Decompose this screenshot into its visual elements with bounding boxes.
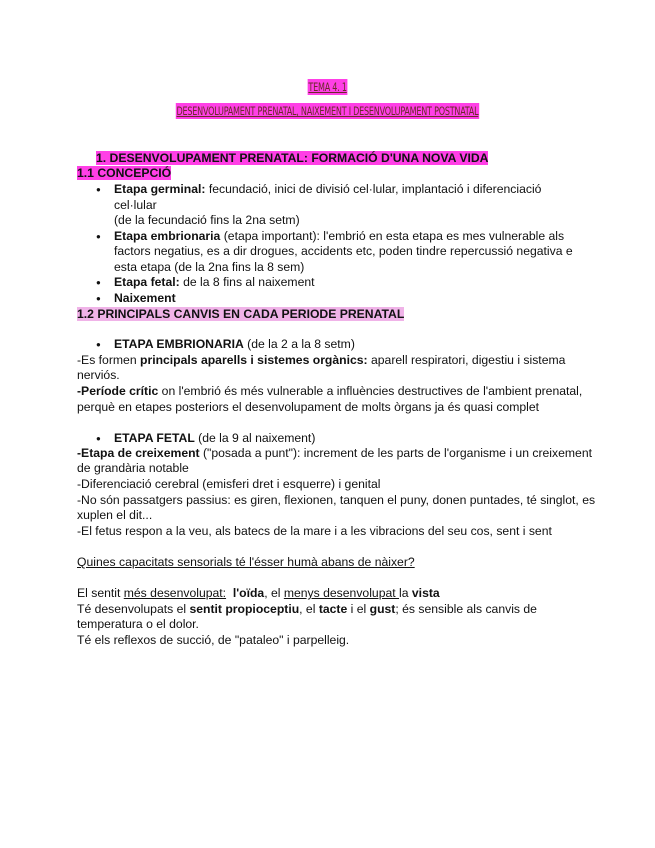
item-text-cont: esta etapa (de la 2na fins la 8 sem)	[114, 259, 305, 274]
text: i el	[347, 602, 370, 616]
fetal-line-2: de grandària notable	[77, 461, 189, 475]
text: , el	[264, 586, 284, 600]
text: la	[399, 586, 412, 600]
text: -Es formen	[77, 353, 140, 367]
text: El sentit	[77, 586, 124, 600]
item-bold: ETAPA FETAL	[114, 431, 195, 445]
text: , el	[299, 602, 319, 616]
fetal-line-5: xuplen el dit...	[77, 508, 153, 522]
item-bold: Etapa fetal:	[114, 275, 180, 289]
item-text: de la 8 fins al naixement	[179, 275, 315, 289]
embrio-line-1	[77, 353, 565, 368]
item-text: fecundació, inici de divisió cel·lular, implantació i diferenciació cel·lular	[114, 182, 542, 212]
document-title	[0, 79, 655, 95]
text-bold: l'oïda	[232, 586, 265, 600]
fetal-line-4: -No són passatgers passius: es giren, flexionen, tanquen el puny, donen puntades, té singlot, es	[77, 493, 596, 507]
answer-line-3: temperatura o el dolor.	[77, 617, 199, 631]
fetal-line-6: -El fetus respon a la veu, als batecs de la mare i a les vibracions del seu cos, sent i sent	[77, 524, 552, 538]
list-item	[114, 275, 584, 291]
fetal-bullet	[114, 431, 315, 447]
embrio-line-4: perquè en etapes posteriors el desenvolupament de molts òrgans ja és quasi complet	[77, 400, 540, 414]
item-text: (de la 9 al naixement)	[194, 431, 316, 445]
item-text-cont: (de la fecundació fins la 2na setm)	[114, 213, 300, 227]
text-bold: principals aparells i sistemes orgànics:	[140, 353, 368, 367]
answer-line-1	[77, 586, 440, 601]
text-bold: vista	[411, 586, 440, 600]
text-bold: -Període crític	[77, 384, 159, 398]
list-item	[114, 182, 584, 229]
document-subtitle	[0, 103, 655, 119]
list-item	[114, 229, 584, 276]
item-text-cont: factors negatius, es a dir drogues, accidents etc, poden tindre repercussió negativa e	[114, 244, 573, 258]
fetal-line-1	[77, 446, 592, 461]
item-text: (etapa important): l'embrió en esta etapa es mes vulnerable als	[220, 228, 565, 243]
item-bold: Etapa germinal:	[114, 182, 206, 196]
embrio-line-3	[77, 384, 582, 399]
item-text: (de la 2 a la 8 setm)	[243, 337, 355, 351]
list-item	[114, 337, 355, 353]
text	[226, 586, 233, 600]
text-bold: -Etapa de creixement	[77, 446, 200, 460]
answer-line-4: Té els reflexos de succió, de "pataleo" i parpelleig.	[77, 633, 350, 647]
section1-heading-text: 1. DESENVOLUPAMENT PRENATAL: FORMACIÓ D'UNA NOVA VIDA	[96, 151, 489, 165]
title-line-1: TEMA 4. 1	[308, 80, 347, 94]
title-line-2: DESENVOLUPAMENT PRENATAL, NAIXEMENT I DESENVOLUPAMENT POSTNATAL	[176, 104, 479, 118]
concepcio-list	[114, 182, 584, 306]
item-bold: ETAPA EMBRIONARIA	[114, 337, 244, 351]
question-heading: Quines capacitats sensorials té l'ésser humà abans de nàixer?	[77, 555, 415, 569]
text-underlined: menys desenvolupat	[283, 586, 400, 600]
text: Té desenvolupats el	[77, 602, 190, 616]
section1-heading	[96, 151, 488, 166]
section1-subheading	[77, 166, 171, 181]
item-bold: Etapa embrionaria	[114, 228, 221, 243]
embrio-line-2: nerviós.	[77, 368, 120, 382]
text-bold: sentit propioceptiu	[189, 602, 300, 616]
text-bold: tacte	[318, 602, 348, 616]
text: aparell respiratori, digestiu i sistema	[367, 353, 566, 367]
item-bold: Naixement	[114, 290, 176, 305]
section1-subheading-text: 1.1 CONCEPCIÓ	[77, 166, 172, 180]
section2-heading	[77, 307, 404, 322]
text-underlined: més desenvolupat:	[123, 586, 227, 600]
text: ; és sensible als canvis de	[395, 602, 537, 616]
embrio-bullet	[114, 337, 355, 353]
section2-heading-text: 1.2 PRINCIPALS CANVIS EN CADA PERIODE PRENATAL	[77, 307, 405, 321]
list-item	[114, 291, 584, 307]
text: ("posada a punt"): increment de les parts de l'organisme i un creixement	[199, 446, 592, 460]
fetal-line-3: -Diferenciació cerebral (emisferi dret i esquerre) i genital	[77, 477, 381, 491]
list-item	[114, 431, 315, 447]
text: on l'embrió és més vulnerable a influències destructives de l'ambient prenatal,	[158, 384, 583, 398]
answer-line-2	[77, 602, 537, 617]
text-bold: gust	[369, 602, 396, 616]
